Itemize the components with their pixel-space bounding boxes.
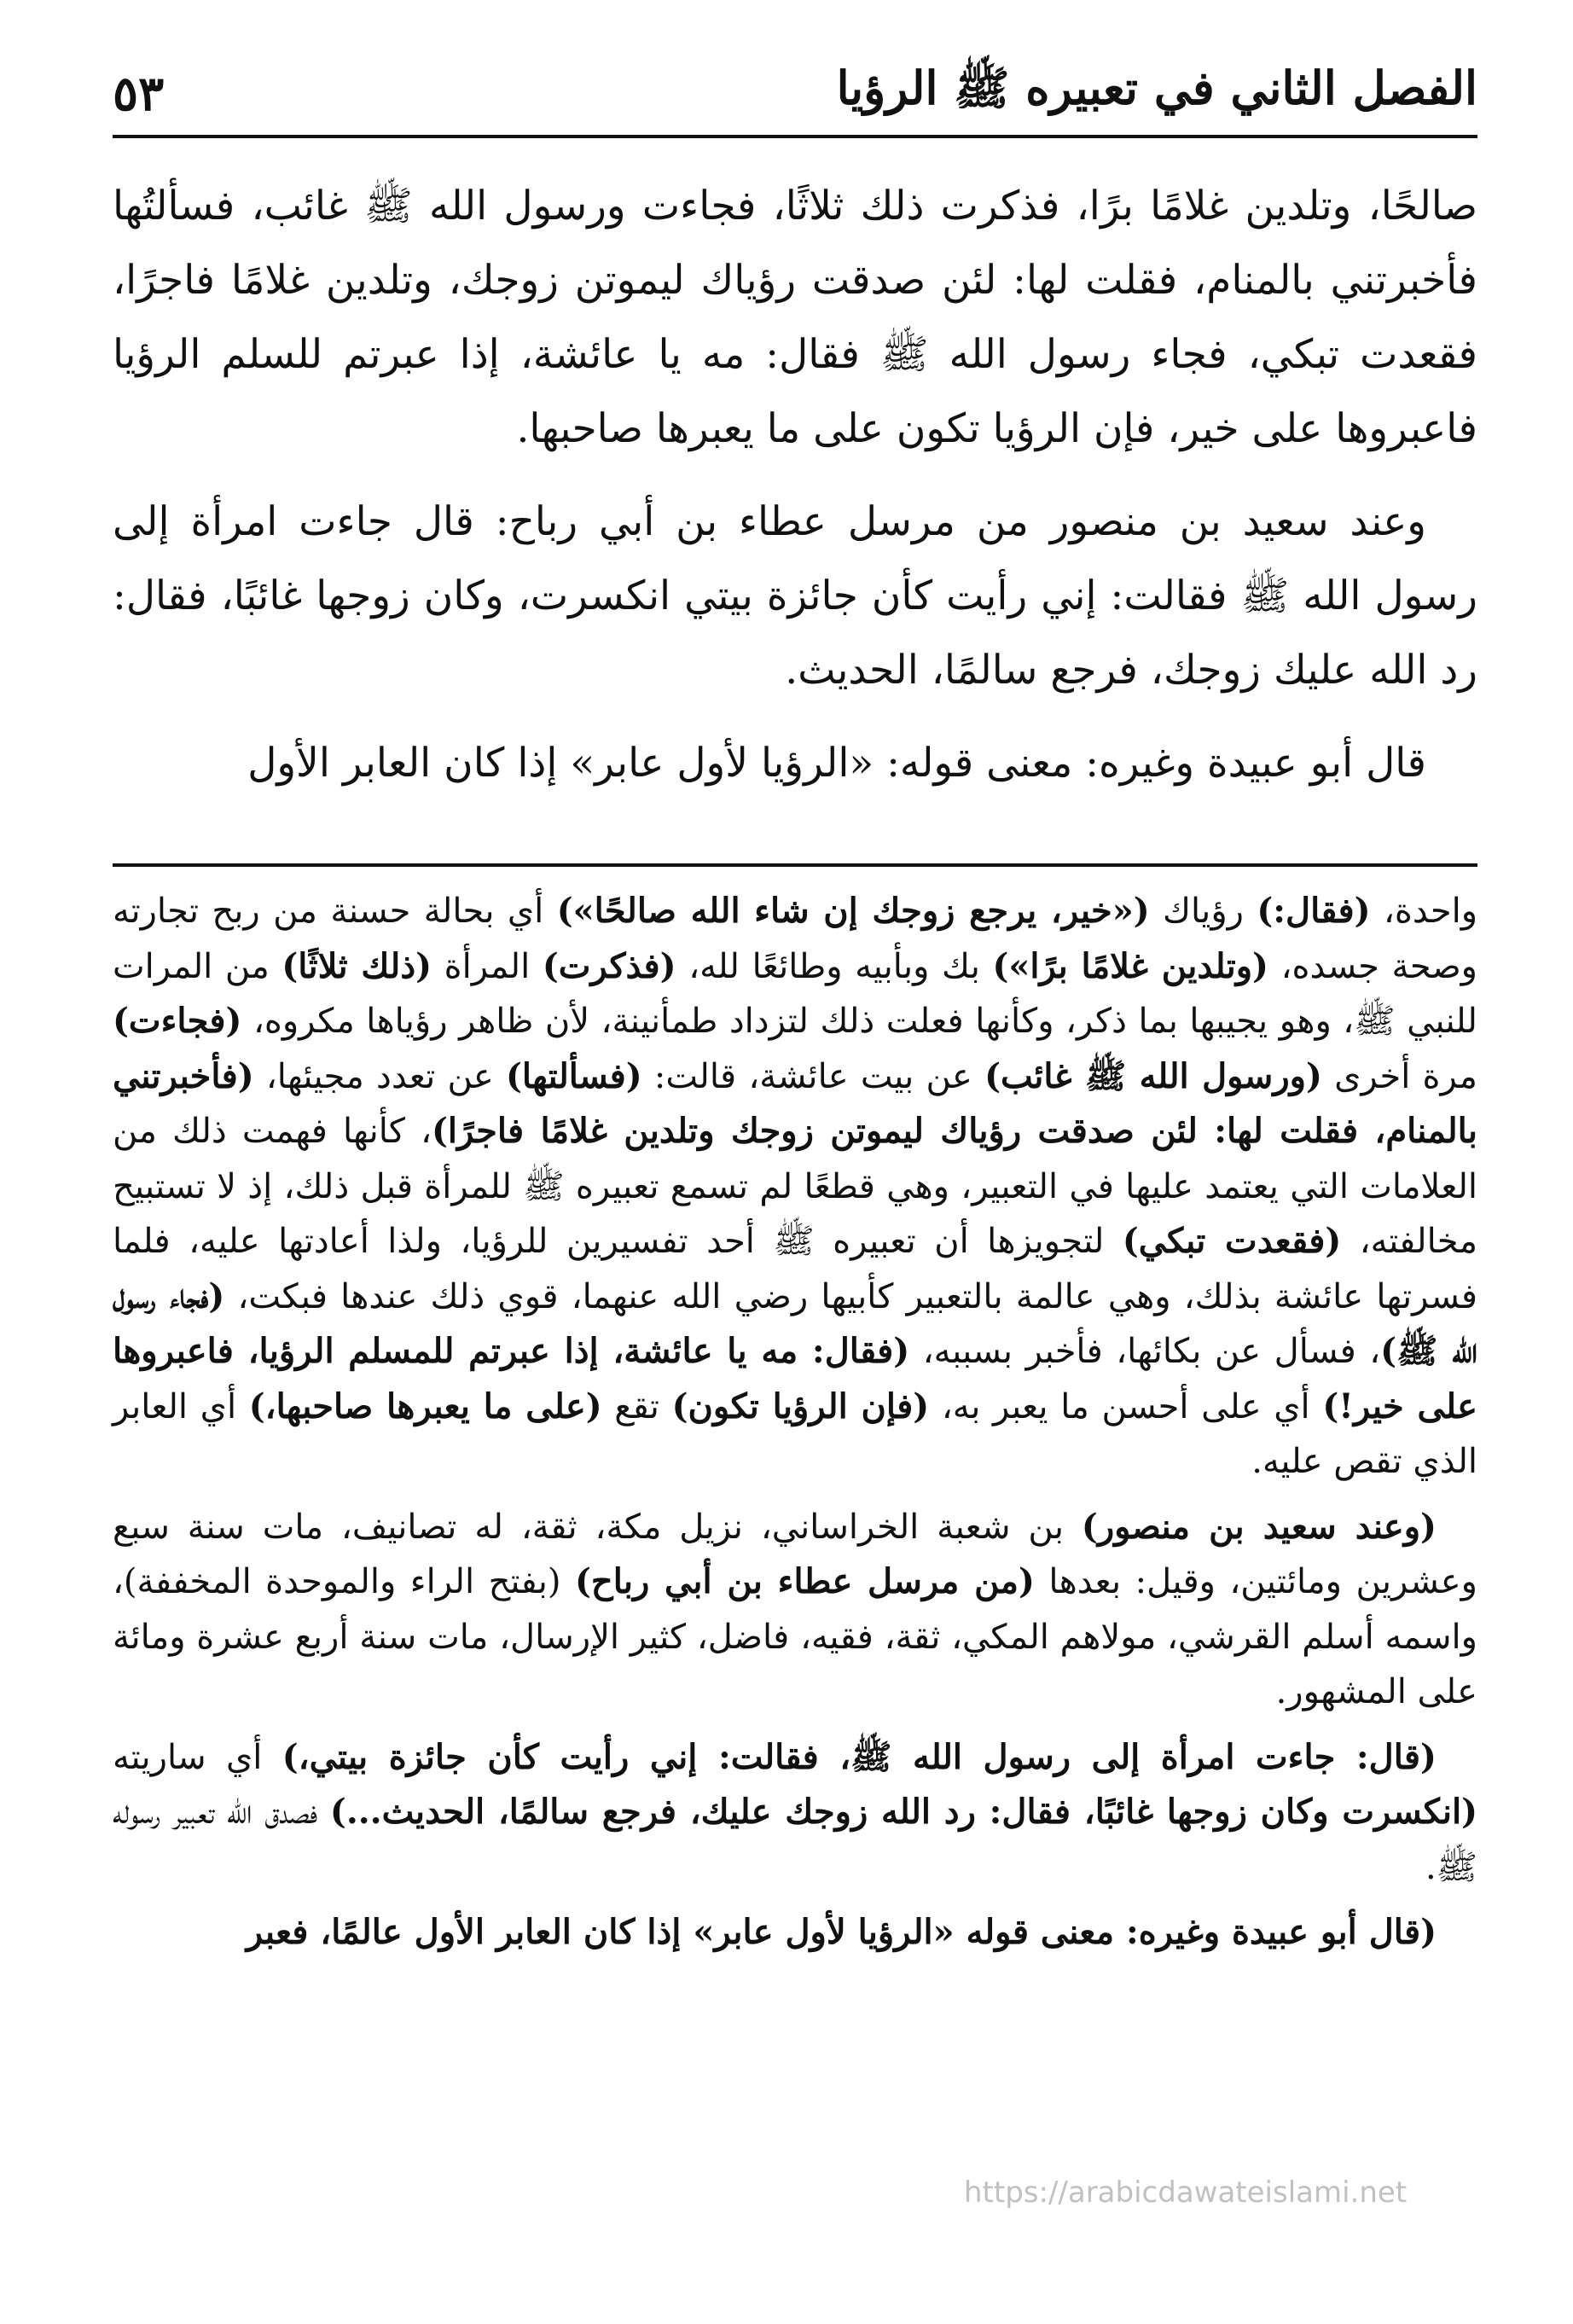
watermark: https://arabicdawateislami.net bbox=[964, 2176, 1408, 2210]
page-number: ٥٣ bbox=[113, 66, 165, 122]
text-run: فصدق الله تعبير رسوله ﷺ. bbox=[113, 1792, 1477, 1887]
text-run: بك وبأبيه وطائعًا لله، bbox=[676, 946, 993, 986]
bold-text-run: (قال: جاءت امرأة إلى رسول الله ﷺ، فقالت: إني رأيت كأن جائزة بيتي،) bbox=[282, 1736, 1437, 1777]
commentary bbox=[113, 884, 1477, 1971]
text-run: عن بيت عائشة، قالت: bbox=[641, 1056, 985, 1096]
bold-text-run: (قال أبو عبيدة وغيره: معنى قوله «الرؤيا لأول عابر» إذا كان العابر الأول عالمًا، فعبر bbox=[246, 1912, 1437, 1952]
bold-text-run: (فجاءت) bbox=[113, 1001, 242, 1041]
commentary-paragraph bbox=[113, 1500, 1477, 1720]
main-paragraph: قال أبو عبيدة وغيره: معنى قوله: «الرؤيا لأول عابر» إذا كان العابر الأول bbox=[247, 740, 1426, 787]
text-run: (بفتح الراء والموحدة المخففة)، واسمه أسلم القرشي، مولاهم المكي، ثقة، فقيه، فاضل، كثير الإرسال، مات سنة أربع عشرة ومائة على المشهور. bbox=[113, 1562, 1477, 1711]
text-run: لتجويزها أن تعبيره ﷺ أحد تفسيرين للرؤيا، ولذا أعادتها عليه، فلما فسرتها عائشة بذلك، وهي عالمة بالتعبير كأبيها رضي الله عنهما، قوي ذلك عندها فبكت، bbox=[113, 1222, 1477, 1316]
text-run: ، فسأل عن بكائها، فأخبر بسببه، bbox=[909, 1332, 1381, 1371]
text-run: تقع bbox=[601, 1386, 672, 1426]
text-run: أي العابر الذي تقص عليه. bbox=[113, 1386, 1477, 1481]
commentary-paragraph bbox=[113, 1730, 1477, 1896]
bold-text-run: (فقعدت تبكي) bbox=[1122, 1221, 1342, 1261]
bold-text-run: (فأخبرتني بالمنام، فقلت لها: لئن صدقت رؤياك ليموتن زوجك وتلدين غلامًا فاجرًا) bbox=[113, 1055, 1477, 1151]
text-run: أي على أحسن ما يعبر به، bbox=[929, 1386, 1323, 1426]
page-header bbox=[113, 53, 1477, 138]
bold-text-run: (انكسرت وكان زوجها غائبًا، فقال: رد الله زوجك عليك، فرجع سالمًا، الحديث...) bbox=[329, 1792, 1478, 1832]
main-text bbox=[113, 169, 1477, 819]
text-run: أي بحالة حسنة من ربح تجارته وصحة جسده، bbox=[113, 892, 1477, 986]
commentary-paragraph bbox=[113, 884, 1477, 1490]
bold-text-run: («خير، يرجع زوجك إن شاء الله صالحًا») bbox=[556, 891, 1150, 931]
text-run: مرة أخرى bbox=[1321, 1056, 1477, 1096]
bold-text-run: (وعند سعيد بن منصور) bbox=[1081, 1506, 1437, 1547]
text-run: المرأة bbox=[432, 946, 543, 986]
running-head: الفصل الثاني في تعبيره ﷺ الرؤيا bbox=[836, 61, 1477, 115]
text-run: ، كأنها فهمت ذلك من العلامات التي يعتمد عليها في التعبير، وهي قطعًا لم تسمع تعبيره ﷺ للمرأة قبل ذلك، إذ لا تستبيح مخالفته، bbox=[113, 1112, 1477, 1261]
bold-text-run: (فجاء رسول الله ﷺ) bbox=[113, 1275, 1478, 1371]
main-paragraph: وعند سعيد بن منصور من مرسل عطاء بن أبي رباح: قال جاءت امرأة إلى رسول الله ﷺ فقالت: إني رأيت كأن جائزة بيتي انكسرت، وكان زوجها غائبًا، فقال: رد الله عليك زوجك، فرجع سالمًا، الحديث. bbox=[113, 498, 1477, 694]
bold-text-run: (وتلدين غلامًا برًا») bbox=[992, 945, 1268, 986]
text-run: رؤياك bbox=[1149, 892, 1257, 931]
text-run: بن شعبة الخراساني، نزيل مكة، ثقة، له تصانيف، مات سنة سبع وعشرين ومائتين، وقيل: بعدها bbox=[113, 1507, 1477, 1601]
bold-text-run: (ذلك ثلاثًا) bbox=[282, 945, 432, 986]
bold-text-run: (فقال:) bbox=[1257, 891, 1371, 931]
bold-text-run: (فقال: مه يا عائشة، إذا عبرتم للمسلم الرؤيا، فاعبروها على خير!) bbox=[113, 1331, 1478, 1426]
bold-text-run: (من مرسل عطاء بن أبي رباح) bbox=[574, 1561, 1035, 1601]
bold-text-run: (على ما يعبرها صاحبها،) bbox=[248, 1386, 602, 1426]
bold-text-run: (فذكرت) bbox=[542, 945, 676, 986]
main-paragraph: صالحًا، وتلدين غلامًا برًا، فذكرت ذلك ثلاثًا، فجاءت ورسول الله ﷺ غائب، فسألتُها فأخبرتني بالمنام، فقلت لها: لئن صدقت رؤياك ليموتن زوجك، وتلدين غلامًا فاجرًا، فقعدت تبكي، فجاء رسول الله ﷺ فقال: مه يا عائشة، إذا عبرتم للسلم الرؤيا فاعبروها على خير، فإن الرؤيا تكون على ما يعبرها صاحبها. bbox=[113, 183, 1477, 452]
text-run: واحدة، bbox=[1370, 892, 1478, 931]
bold-text-run: (ورسول الله ﷺ غائب) bbox=[984, 1055, 1322, 1096]
bold-text-run: (فسألتها) bbox=[505, 1055, 642, 1096]
footnote-separator bbox=[113, 863, 1477, 867]
commentary-paragraph bbox=[113, 1905, 1477, 1961]
text-run: من المرات للنبي ﷺ، وهو يجيبها بما ذكر، وكأنها فعلت ذلك لتزداد طمأنينة، لأن ظاهر رؤياها مكروه، bbox=[113, 946, 1477, 1041]
text-run: عن تعدد مجيئها، bbox=[253, 1056, 506, 1096]
text-run: أي ساريته bbox=[113, 1737, 282, 1777]
bold-text-run: (فإن الرؤيا تكون) bbox=[671, 1386, 930, 1426]
